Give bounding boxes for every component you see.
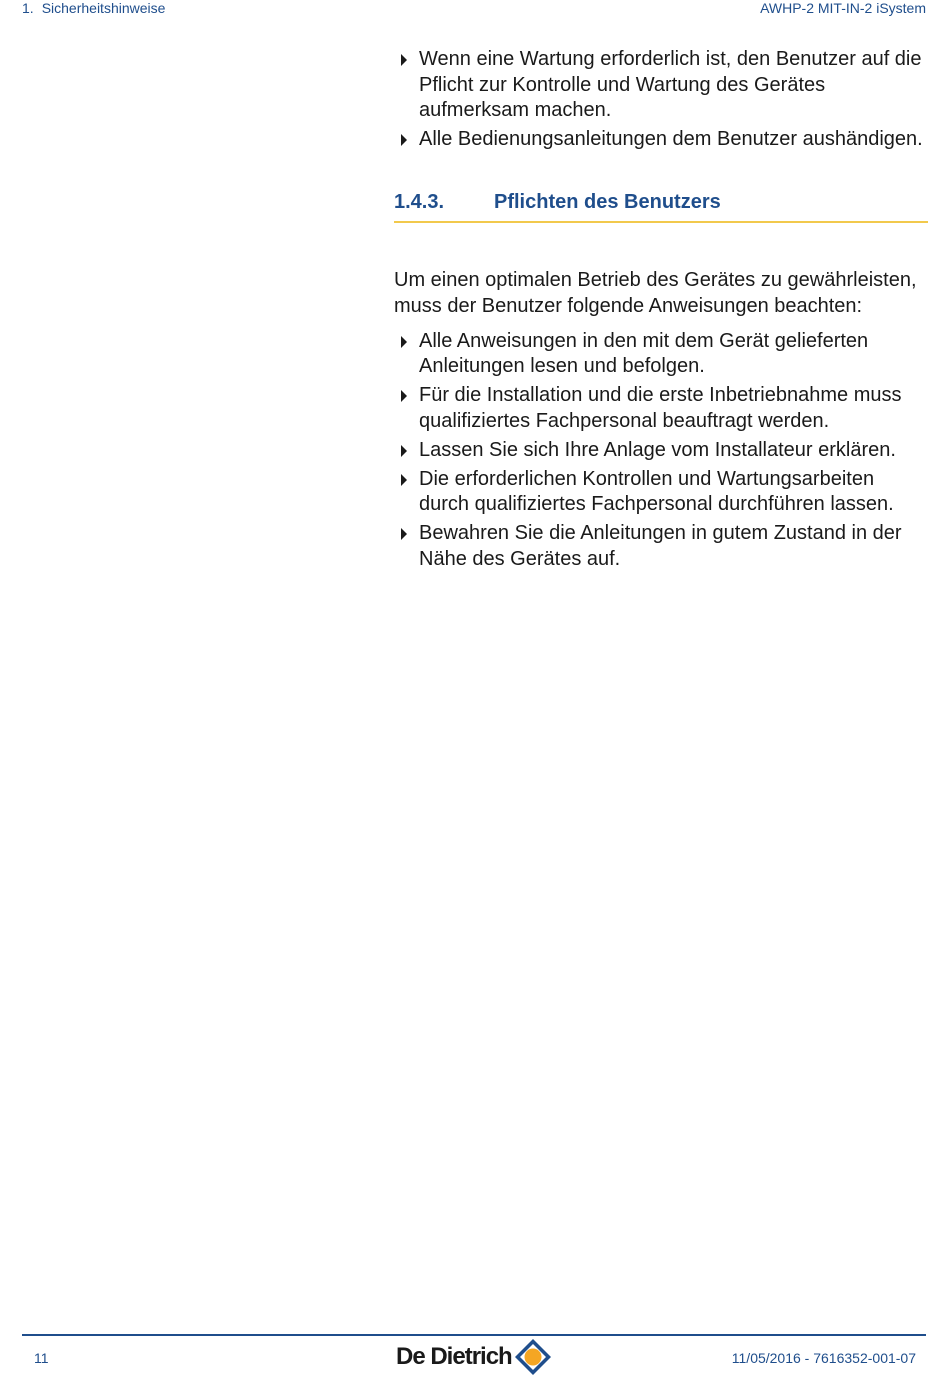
- main-content: [394, 47, 928, 576]
- list-item: [394, 47, 928, 124]
- section-title: Pflichten des Benutzers: [494, 190, 721, 213]
- triangle-bullet-icon: [401, 54, 407, 66]
- running-header-product: AWHP-2 MIT-IN-2 iSystem: [760, 0, 926, 16]
- section-heading: [394, 189, 928, 223]
- list-item-text: Wenn eine Wartung erforderlich ist, den Benutzer auf die Pflicht zur Kontrolle und Wartung des Gerätes aufmerksam machen.: [419, 48, 922, 121]
- list-item: [394, 467, 928, 518]
- list-item-text: Lassen Sie sich Ihre Anlage vom Installateur erklären.: [419, 438, 896, 461]
- triangle-bullet-icon: [401, 336, 407, 348]
- footer-divider: [22, 1334, 926, 1336]
- triangle-bullet-icon: [401, 390, 407, 402]
- list-item-text: Alle Anweisungen in den mit dem Gerät gelieferten Anleitungen lesen und befolgen.: [419, 329, 869, 377]
- list-item: [394, 521, 928, 572]
- page-number: 11: [34, 1350, 49, 1366]
- installer-bullet-list: [394, 47, 928, 153]
- chapter-title: Sicherheitshinweise: [41, 0, 166, 16]
- list-item: [394, 438, 928, 464]
- chapter-number: 1.: [22, 0, 34, 16]
- list-item-text: Bewahren Sie die Anleitungen in gutem Zustand in der Nähe des Gerätes auf.: [419, 522, 902, 570]
- document-reference: 11/05/2016 - 7616352-001-07: [731, 1350, 916, 1366]
- list-item-text: Für die Installation und die erste Inbetriebnahme muss qualifiziertes Fachpersonal beauftragt werden.: [419, 384, 902, 432]
- triangle-bullet-icon: [401, 445, 407, 457]
- list-item: [394, 383, 928, 434]
- brand-name: De Dietrich: [396, 1343, 512, 1370]
- list-item: [394, 329, 928, 380]
- list-item: [394, 127, 928, 153]
- user-duties-list: [394, 329, 928, 573]
- triangle-bullet-icon: [401, 474, 407, 486]
- triangle-bullet-icon: [401, 134, 407, 146]
- brand-logo: [396, 1338, 552, 1376]
- diamond-logo-icon: [514, 1338, 552, 1376]
- list-item-text: Die erforderlichen Kontrollen und Wartungsarbeiten durch qualifiziertes Fachpersonal durchführen lassen.: [419, 467, 894, 515]
- list-item-text: Alle Bedienungsanleitungen dem Benutzer aushändigen.: [419, 128, 923, 150]
- intro-paragraph: Um einen optimalen Betrieb des Gerätes zu gewährleisten, muss der Benutzer folgende Anweisungen beachten:: [394, 268, 917, 317]
- section-number: 1.4.3.: [394, 190, 445, 213]
- running-header-chapter: [22, 0, 165, 16]
- triangle-bullet-icon: [401, 528, 407, 540]
